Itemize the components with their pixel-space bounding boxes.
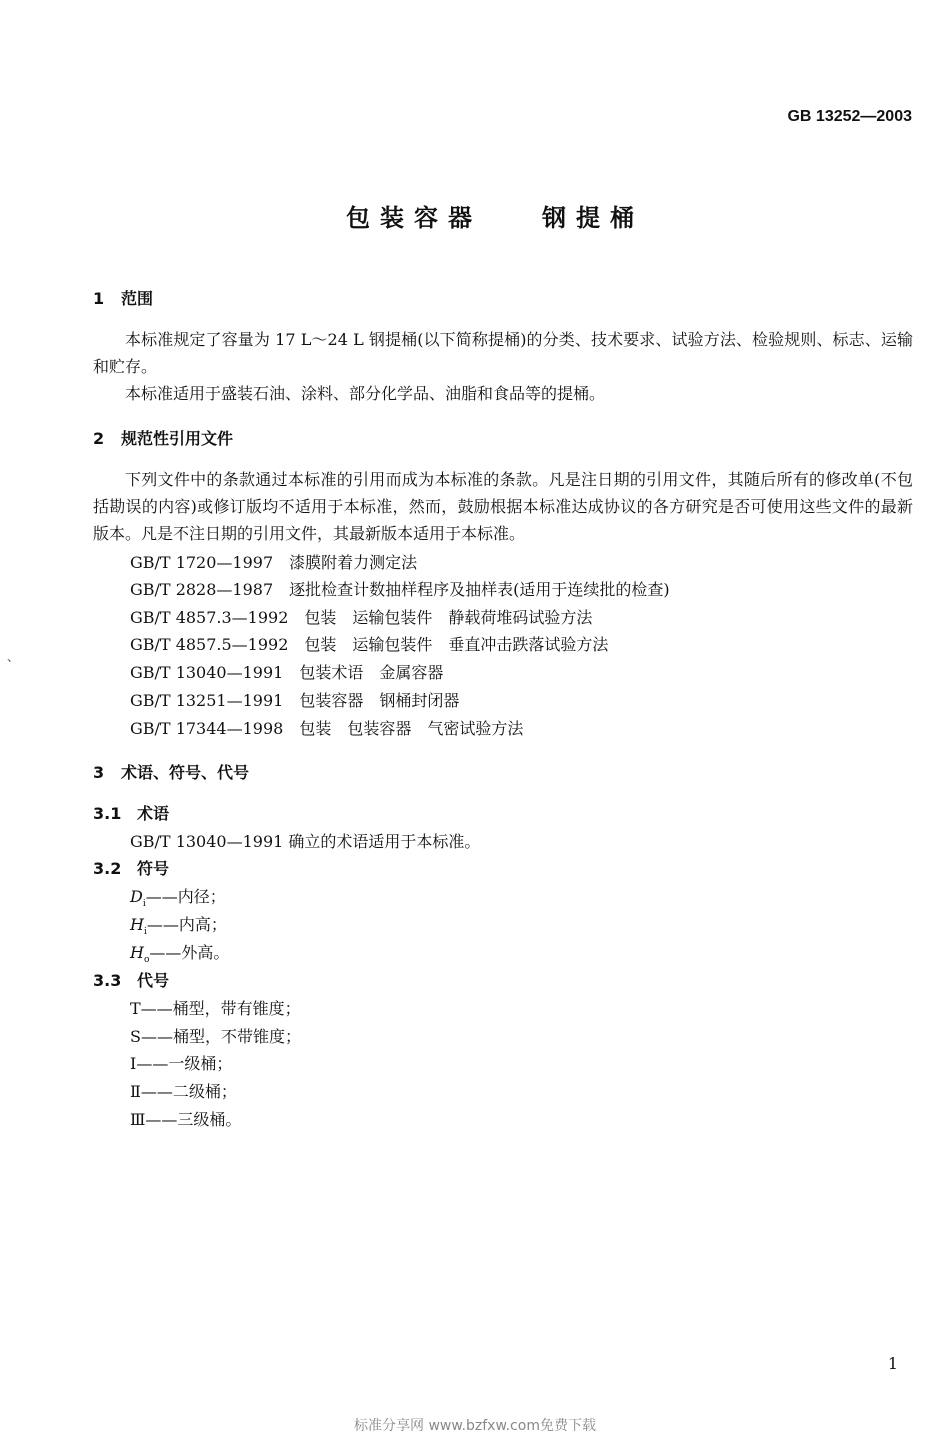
- section-2-para-1: 下列文件中的条款通过本标准的引用而成为本标准的条款。凡是注日期的引用文件，其随后所有的修改单(不包括勘误的内容)或修订版均不适用于本标准，然而，鼓励根据本标准达成协议的各方研究是否可使用这些文件的最新版本。凡是不注日期的引用文件，其最新版本适用于本标准。: [93, 470, 913, 543]
- section-3-2-heading: 3.2 符号: [93, 859, 170, 878]
- reference-item: GB/T 17344—1998 包装 包装容器 气密试验方法: [130, 719, 524, 738]
- margin-mark: 、: [7, 650, 20, 664]
- reference-item: GB/T 2828—1987 逐批检查计数抽样程序及抽样表(适用于连续批的检查): [130, 580, 670, 599]
- reference-item: GB/T 4857.3—1992 包装 运输包装件 静载荷堆码试验方法: [130, 608, 593, 627]
- page-title: [0, 198, 950, 233]
- reference-item: GB/T 13040—1991 包装术语 金属容器: [130, 663, 444, 682]
- symbol-item: $H_o——$外高。: [130, 943, 230, 966]
- title-part-2: 钢提桶: [542, 204, 644, 232]
- footer-watermark[interactable]: 标准分享网 www.bzfxw.com免费下载: [354, 1418, 596, 1434]
- code-item: Ⅲ——三级桶。: [130, 1110, 242, 1129]
- section-1-heading: 1 范围: [93, 289, 154, 308]
- reference-item: GB/T 13251—1991 包装容器 钢桶封闭器: [130, 691, 460, 710]
- symbol-item: $H_i——$内高；: [130, 915, 227, 938]
- symbol-item: $D_i——$内径；: [130, 887, 226, 910]
- code-item: Ⅰ——一级桶；: [130, 1054, 233, 1073]
- section-2-heading: 2 规范性引用文件: [93, 429, 234, 448]
- section-3-1-heading: 3.1 术语: [93, 804, 170, 823]
- section-3-heading: 3 术语、符号、代号: [93, 763, 250, 782]
- standard-number: GB 13252—2003: [787, 108, 912, 125]
- reference-item: GB/T 4857.5—1992 包装 运输包装件 垂直冲击跌落试验方法: [130, 635, 609, 654]
- code-item: S——桶型，不带锥度；: [130, 1027, 301, 1046]
- reference-item: GB/T 1720—1997 漆膜附着力测定法: [130, 553, 418, 572]
- section-3-3-heading: 3.3 代号: [93, 971, 170, 990]
- page-number: 1: [887, 1354, 898, 1373]
- code-item: Ⅱ——二级桶；: [130, 1082, 237, 1101]
- section-1-para-2: 本标准适用于盛装石油、涂料、部分化学品、油脂和食品等的提桶。: [125, 384, 606, 403]
- section-1-para-1: 本标准规定了容量为 17 L～24 L 钢提桶(以下简称提桶)的分类、技术要求、试验方法、检验规则、标志、运输和贮存。: [93, 330, 913, 376]
- title-part-1: 包装容器: [346, 204, 482, 232]
- code-item: T——桶型，带有锥度；: [130, 999, 301, 1018]
- section-3-1-text: GB/T 13040—1991 确立的术语适用于本标准。: [130, 832, 481, 851]
